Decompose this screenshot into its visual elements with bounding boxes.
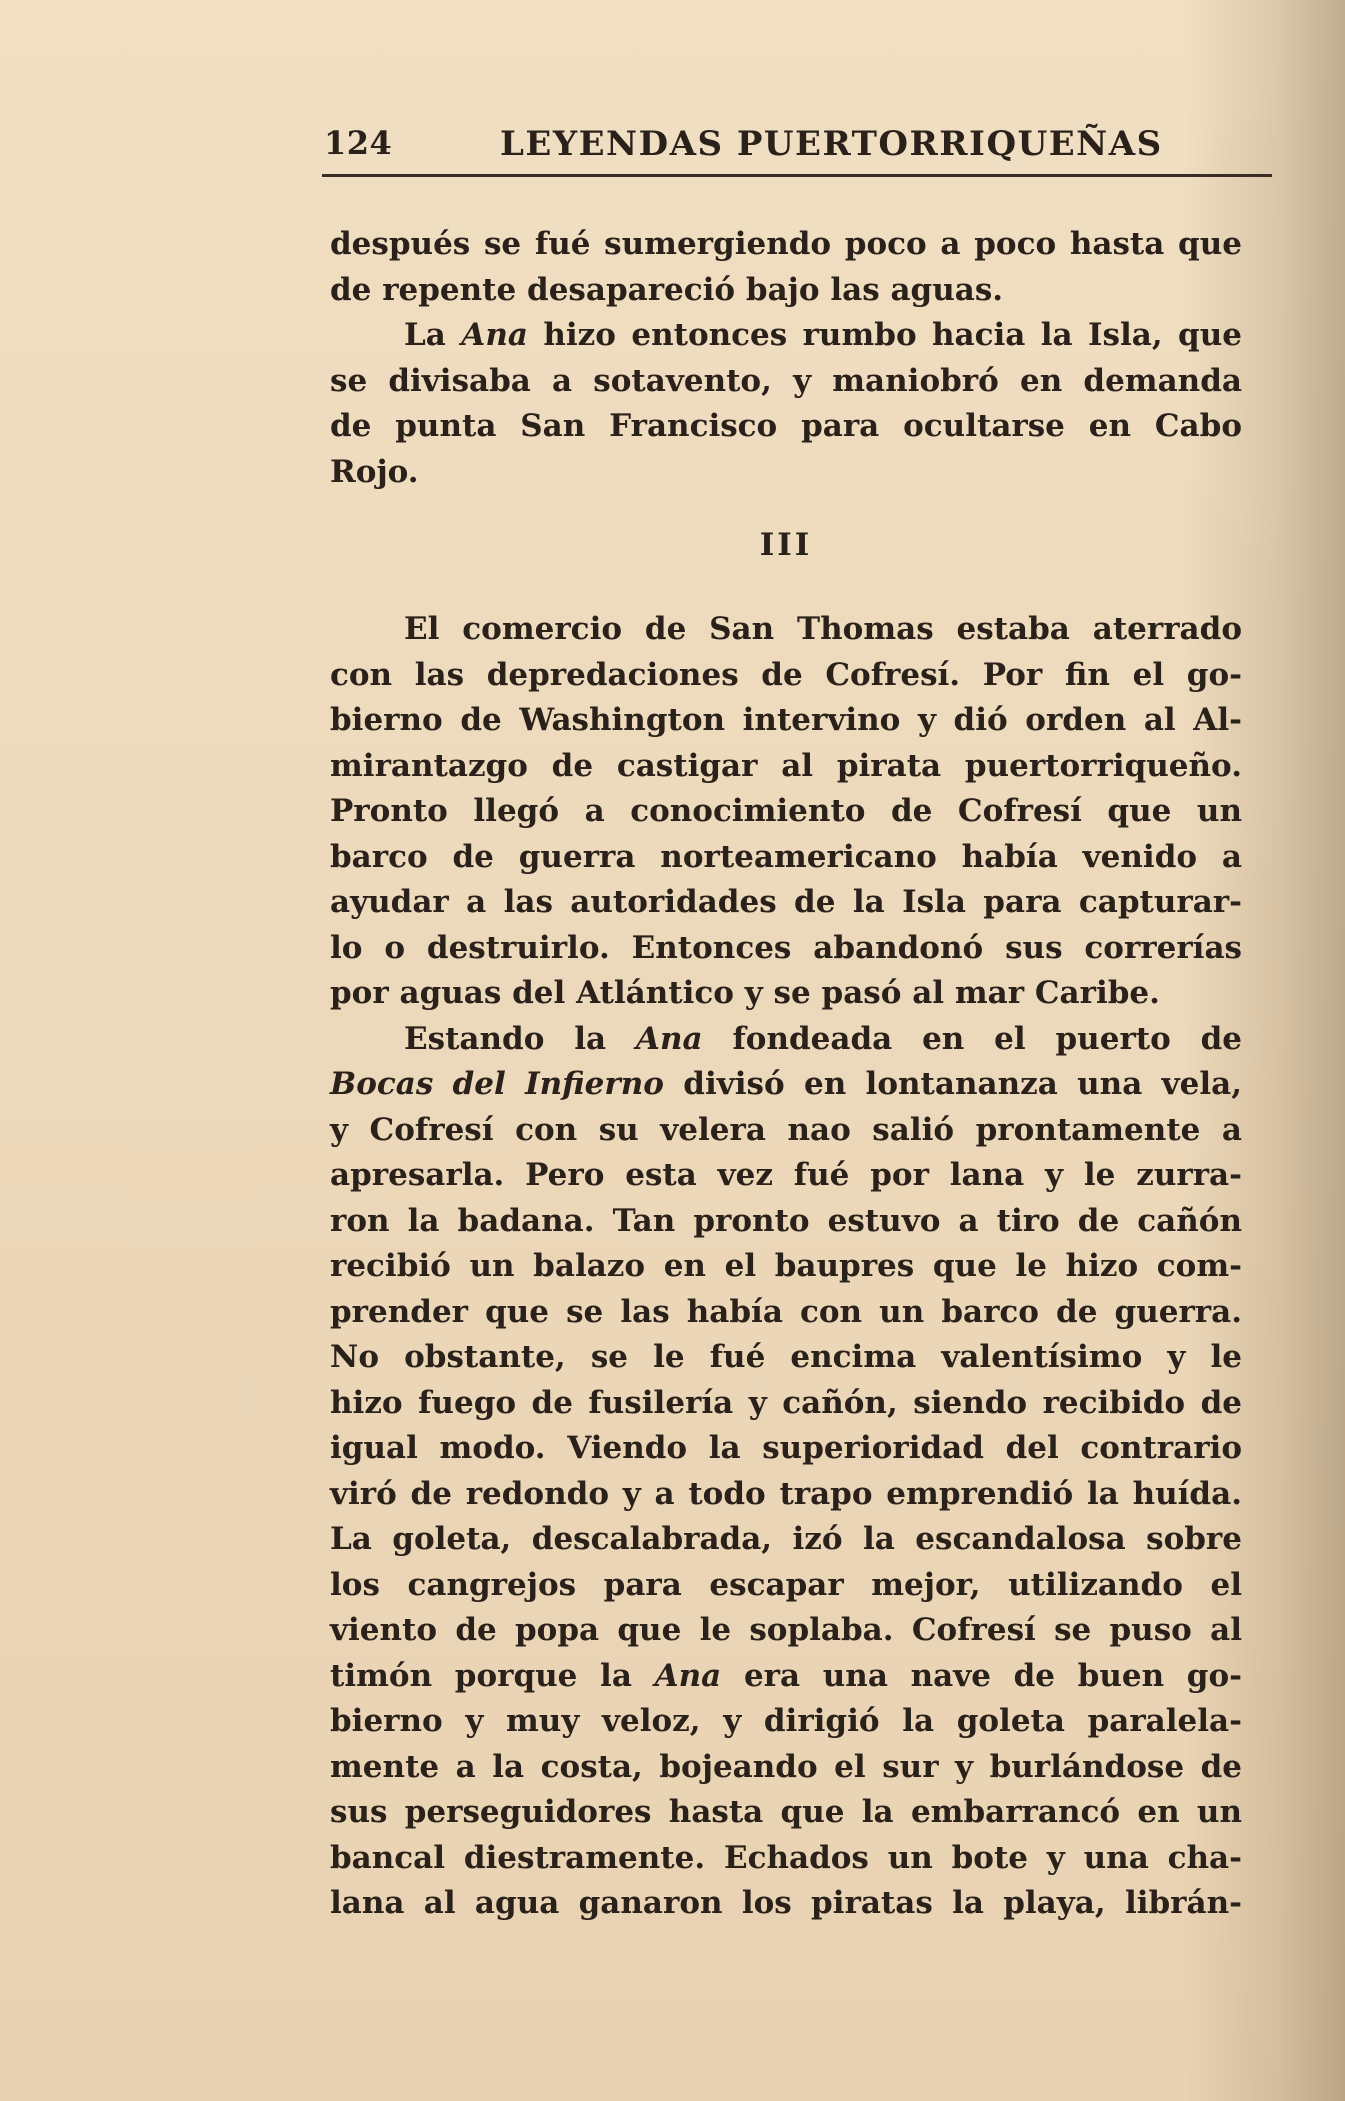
text-line: ayudar a las autoridades de la Isla para capturar- [330,884,1242,920]
paragraph [330,222,1242,313]
text-line: bancal diestramente. Echados un bote y una cha- [330,1839,1242,1876]
paragraph [330,313,1242,495]
text-segment: Estando la [404,1020,636,1057]
text-line: hizo fuego de fusilería y cañón, siendo recibido de [330,1384,1242,1421]
text-line: de punta San Francisco para ocultarse en Cabo [330,408,1242,444]
text-segment: La [404,317,462,353]
text-line: viró de redondo y a todo trapo emprendió la huída. [330,1475,1242,1512]
text-line: El comercio de San Thomas estaba aterrado [404,611,1242,647]
text-line: bierno y muy veloz, y dirigió la goleta paralela- [330,1703,1242,1739]
ship-name: Ana [461,317,528,353]
text-line: viento de popa que le soplaba. Cofresí se puso al [330,1612,1242,1648]
text-line: apresarla. Pero esta vez fué por lana y le zurra- [330,1157,1242,1193]
text-line [330,1017,1242,1063]
text-line: igual modo. Viendo la superioridad del contrario [330,1430,1242,1466]
running-title: LEYENDAS PUERTORRIQUEÑAS [500,124,1163,164]
text-line: lo o destruirlo. Entonces abandonó sus correrías [330,929,1242,966]
text-line: La goleta, descalabrada, izó la escandalosa sobre [330,1521,1242,1557]
text-segment: divisó en lontananza una vela, [663,1066,1243,1102]
text-line: barco de guerra norteamericano había venido a [330,838,1242,875]
text-line: con las depredaciones de Cofresí. Por fin el go- [330,656,1242,693]
text-line: No obstante, se le fué encima valentísimo y le [330,1339,1242,1375]
ship-name: Ana [635,1020,703,1057]
ship-name: Ana [654,1657,722,1694]
text-line: los cangrejos para escapar mejor, utilizando el [330,1566,1242,1603]
text-line: recibió un balazo en el baupres que le hizo com- [330,1248,1242,1284]
text-segment: timón porque la [330,1657,655,1694]
text-line: y Cofresí con su velera nao salió prontamente a [330,1111,1242,1148]
text-line: sus perseguidores hasta que la embarrancó en un [330,1794,1242,1830]
body-text [330,222,1242,1927]
text-line: por aguas del Atlántico y se pasó al mar Caribe. [330,975,1160,1011]
text-segment: era una nave de buen go- [721,1657,1243,1694]
text-line: después se fué sumergiendo poco a poco hasta que [330,226,1242,262]
text-line [330,1062,1242,1108]
header-rule [322,174,1272,177]
place-name: Bocas del Infierno [330,1066,664,1102]
text-segment: fondeada en el puerto de [702,1020,1243,1057]
text-line: Pronto llegó a conocimiento de Cofresí que un [330,793,1242,829]
text-line [330,313,1242,359]
page-number: 124 [324,124,393,162]
text-line: mirantazgo de castigar al pirata puertorriqueño. [330,747,1242,784]
paragraph [330,607,1242,1017]
text-line: de repente desapareció bajo las aguas. [330,271,1004,308]
text-line: prender que se las había con un barco de guerra. [330,1293,1242,1330]
text-line: se divisaba a sotavento, y maniobró en demanda [330,362,1242,399]
paragraph [330,1017,1242,1927]
text-segment: hizo entonces rumbo hacia la Isla, que [527,317,1242,353]
text-line [330,1654,1242,1700]
text-line: Rojo. [330,453,419,490]
page-header [322,118,1272,178]
text-line: ron la badana. Tan pronto estuvo a tiro de cañón [330,1202,1242,1239]
text-line: lana al agua ganaron los piratas la playa, librán- [330,1885,1242,1921]
text-line: bierno de Washington intervino y dió orden al Al- [330,702,1242,738]
section-heading: III [759,527,813,563]
text-line: mente a la costa, bojeando el sur y burlándose de [330,1748,1242,1785]
